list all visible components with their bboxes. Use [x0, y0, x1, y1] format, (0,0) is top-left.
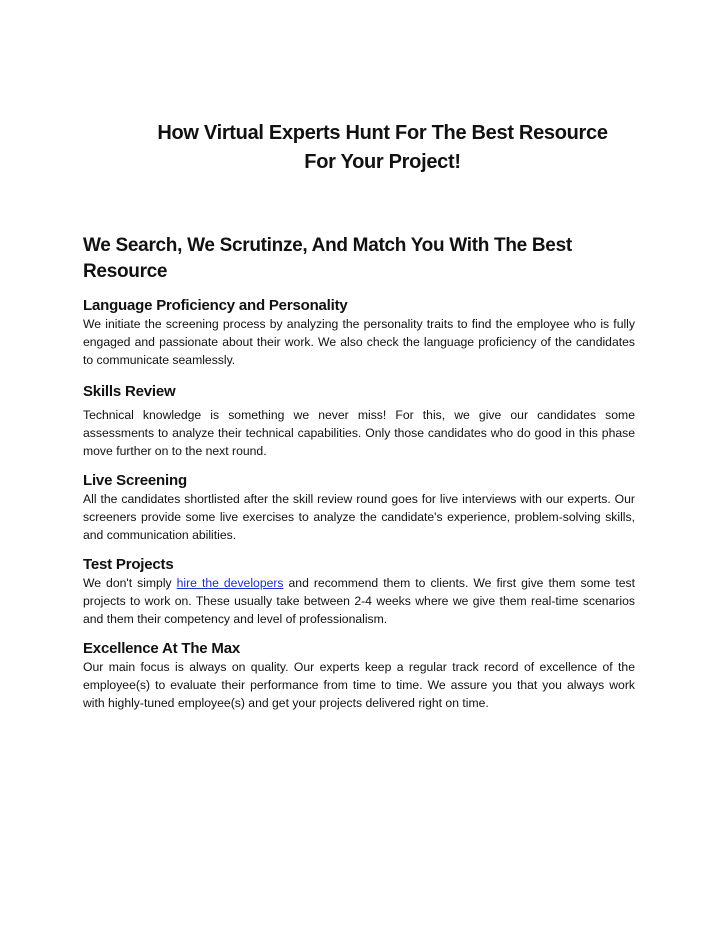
- subsection-heading: Language Proficiency and Personality: [83, 297, 348, 314]
- page-title-line-2: For Your Project!: [304, 151, 461, 173]
- subsection-text: Technical knowledge is something we never miss! For this, we give our candidates some assessments to analyze their technical capabilities. Only those candidates who do good in this phase move further on to the next round.: [83, 408, 635, 458]
- subsection-test-projects: [83, 555, 635, 628]
- text-after-link: and recommend them to clients. We first give them some test projects to work on. These usually take between 2-4 weeks where we give them real-time scenarios and them their competency and level of professionalism.: [83, 576, 635, 626]
- section-heading-line-1: We Search, We Scrutinze, And Match You With The Best: [83, 235, 572, 256]
- text-before-link: We don't simply: [83, 576, 177, 590]
- section-heading-line-2: Resource: [83, 261, 168, 282]
- subsection-text: We initiate the screening process by analyzing the personality traits to find the employee who is fully engaged and passionate about their work. We also check the language proficiency of the candidates to communicate seamlessly.: [83, 317, 635, 367]
- page-title: [110, 119, 655, 177]
- subsection-skills-review: [83, 382, 635, 460]
- page-title-line-1: How Virtual Experts Hunt For The Best Resource: [157, 122, 608, 144]
- subsection-excellence: [83, 639, 635, 712]
- subsection-heading: Skills Review: [83, 383, 176, 400]
- subsection-text: Our main focus is always on quality. Our experts keep a regular track record of excellence of the employee(s) to evaluate their performance from time to time. We assure you that you always work with highly-tuned employee(s) and get your projects delivered right on time.: [83, 660, 635, 710]
- subsection-live-screening: [83, 471, 635, 544]
- subsection-language-proficiency: [83, 296, 635, 369]
- subsection-text: [83, 574, 635, 628]
- subsection-text: All the candidates shortlisted after the skill review round goes for live interviews with our experts. Our screeners provide some live exercises to analyze the candidate's experience, problem-solving skills, and communication abilities.: [83, 492, 635, 542]
- subsection-heading: Live Screening: [83, 472, 187, 489]
- section-heading: [83, 233, 635, 285]
- subsection-heading: Excellence At The Max: [83, 640, 240, 657]
- subsection-heading: Test Projects: [83, 556, 174, 573]
- hire-developers-link[interactable]: hire the developers: [176, 576, 284, 590]
